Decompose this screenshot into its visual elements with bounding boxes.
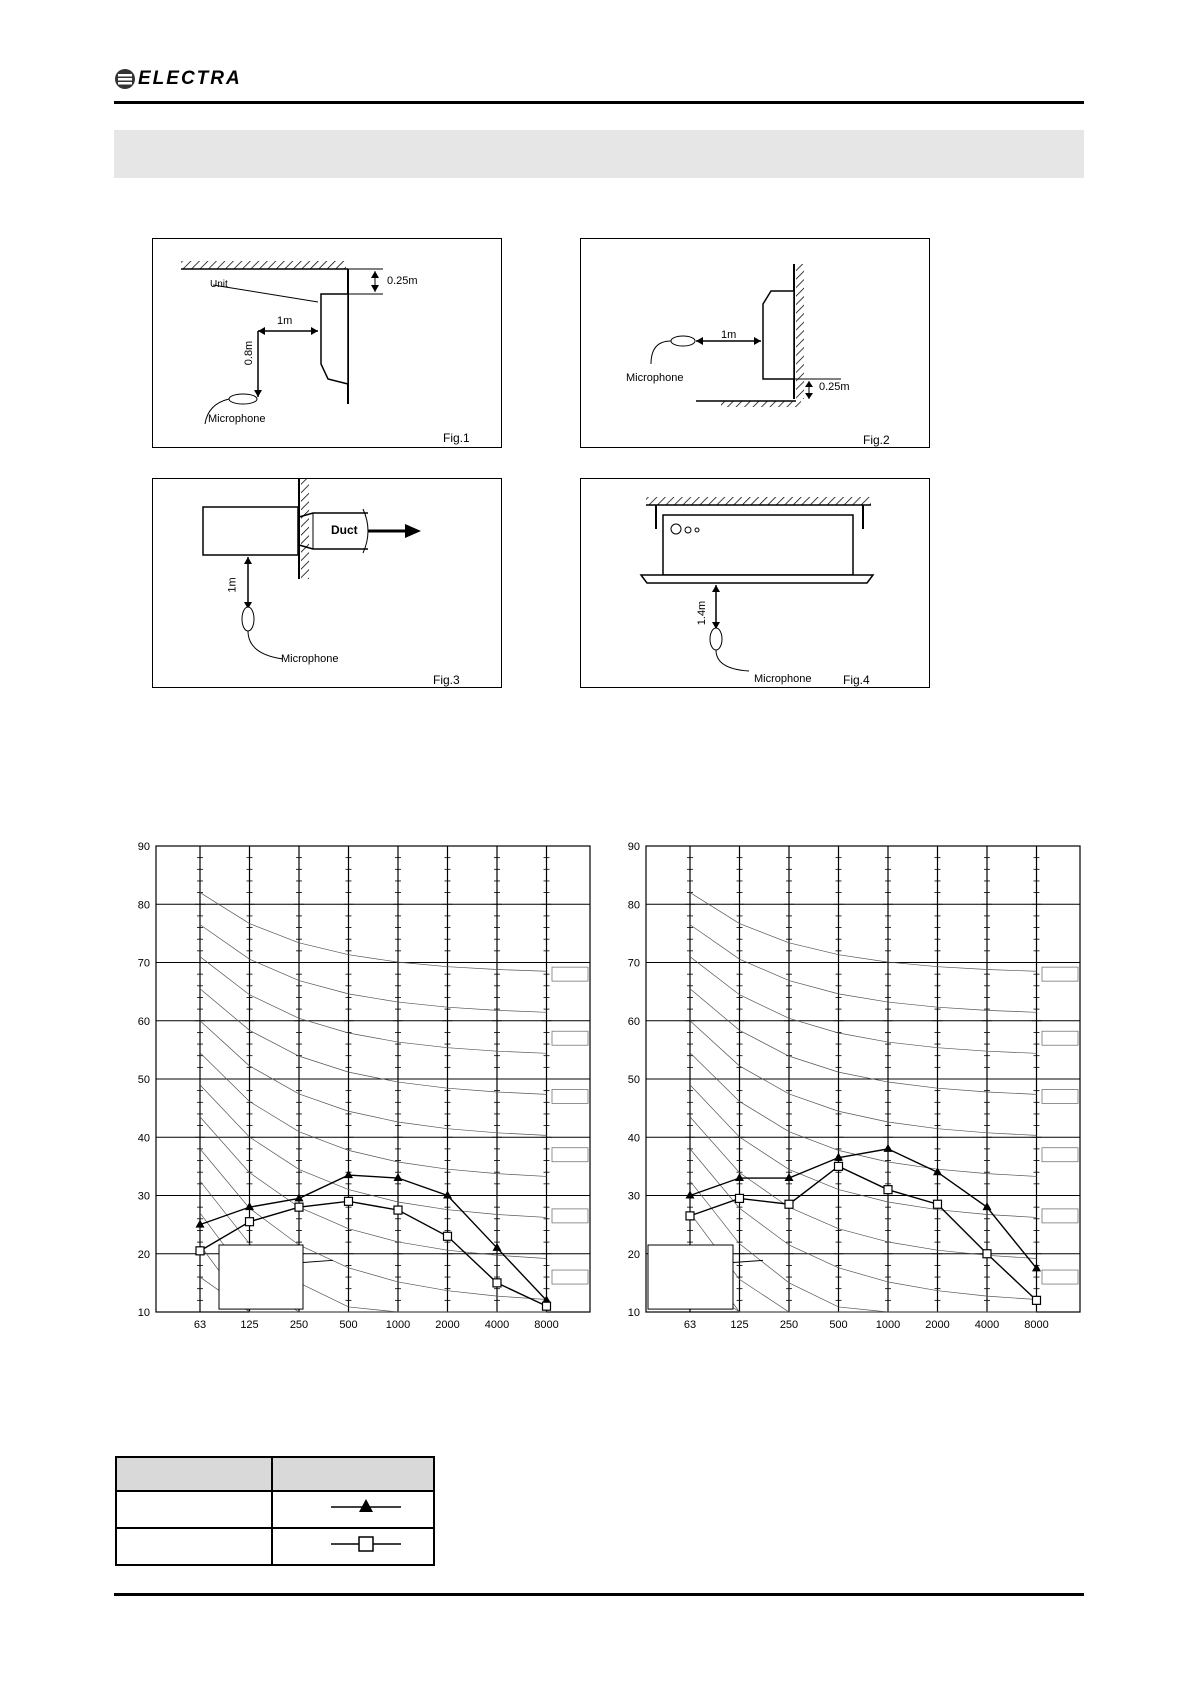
y-tick-label: 90 [137,841,150,853]
legend-marker-cell [272,1491,434,1528]
curve-label-box [1042,1270,1078,1284]
figure-2 [580,238,930,448]
legend-row [116,1491,434,1528]
curve-label-box [552,1148,588,1162]
data-point-square [686,1212,694,1220]
data-point-square [785,1200,793,1208]
y-tick-label: 40 [627,1132,640,1145]
fig2-dim-bottom: 0.25m [819,381,850,393]
triangle-marker-icon [273,1492,433,1522]
y-tick-label: 30 [627,1190,640,1203]
square-marker-icon [273,1529,433,1559]
x-tick-label: 63 [193,1319,207,1331]
legend-header-cell [116,1457,272,1491]
data-point-square [444,1232,452,1240]
annotation-box [648,1245,733,1309]
figure-1 [152,238,502,448]
fig3-mic-label: Microphone [281,653,339,665]
y-tick-label: 50 [627,1074,640,1086]
curve-label-box [552,1089,588,1103]
fig1-dim-horizontal: 1m [277,315,293,327]
data-point-square [394,1206,402,1214]
fig2-diagram [581,239,931,449]
annotation-box [219,1245,303,1309]
data-point-square [736,1194,744,1202]
curve-label-box [1042,1089,1078,1103]
x-tick-label: 250 [779,1319,799,1331]
curve-label-box [552,967,588,981]
y-tick-label: 70 [627,957,640,970]
y-tick-label: 70 [137,957,150,970]
y-tick-label: 20 [137,1248,150,1261]
legend-label-cell [116,1491,272,1528]
x-tick-label: 125 [240,1319,259,1331]
fig3-caption: Fig.3 [433,673,460,687]
data-point-square [196,1247,204,1255]
x-tick-label: 2000 [435,1319,460,1331]
fig4-caption: Fig.4 [843,673,870,687]
legend-table [115,1456,435,1566]
y-tick-label: 60 [137,1015,150,1028]
y-tick-label: 80 [627,899,640,912]
x-tick-label: 63 [683,1319,697,1331]
legend-header-cell [272,1457,434,1491]
x-tick-label: 8000 [1024,1319,1049,1331]
x-tick-label: 1000 [385,1319,411,1331]
x-tick-label: 1000 [875,1319,901,1331]
y-tick-label: 50 [137,1074,150,1086]
fig2-mic-label: Microphone [626,372,684,384]
legend-label-cell [116,1528,272,1565]
curve-label-box [1042,1031,1078,1045]
fig2-caption: Fig.2 [863,433,890,447]
fig4-mic-label: Microphone [754,673,812,685]
y-tick-label: 90 [627,841,640,853]
curve-label-box [1042,1209,1078,1223]
data-point-square [835,1162,843,1170]
fig4-diagram [581,479,931,689]
noise-chart-left [130,840,600,1335]
x-tick-label: 4000 [484,1319,510,1331]
x-tick-label: 500 [339,1319,358,1331]
fig4-dim-vertical: 1.4m [696,600,709,626]
header-rule [114,101,1084,104]
y-tick-label: 10 [137,1307,150,1319]
fig2-dim-horizontal: 1m [721,329,737,341]
fig1-mic-label: Microphone [208,413,266,425]
fig3-dim-vertical: 1m [226,577,239,593]
legend-header-row [116,1457,434,1491]
x-tick-label: 500 [829,1319,848,1331]
section-title-band [114,130,1084,178]
y-tick-label: 20 [627,1248,640,1261]
fig1-dim-top: 0.25m [387,275,418,287]
fig1-diagram [153,239,503,449]
logo-mark-icon [114,68,136,90]
curve-label-box [1042,1148,1078,1162]
fig1-caption: Fig.1 [443,431,470,445]
brand-logo [114,66,264,92]
fig3-duct-label: Duct [331,523,358,537]
data-point-square [493,1279,501,1287]
y-tick-label: 30 [137,1190,150,1203]
data-point-square [345,1197,353,1205]
data-point-square [934,1200,942,1208]
curve-label-box [552,1209,588,1223]
x-tick-label: 2000 [925,1319,950,1331]
figure-4 [580,478,930,688]
legend-marker-cell [272,1528,434,1565]
legend-row [116,1528,434,1565]
y-tick-label: 40 [137,1132,150,1145]
brand-name: ELECTRA [138,68,242,89]
data-point-square [983,1250,991,1258]
fig1-unit-label: Unit [210,279,228,290]
data-point-square [543,1302,551,1310]
x-tick-label: 250 [289,1319,309,1331]
data-point-square [1033,1296,1041,1304]
fig1-dim-vertical: 0.8m [243,340,256,366]
y-tick-label: 10 [627,1307,640,1319]
noise-chart-right [620,840,1090,1335]
data-point-square [295,1203,303,1211]
footer-rule [114,1593,1084,1596]
figure-3 [152,478,502,688]
y-tick-label: 80 [137,899,150,912]
x-tick-label: 8000 [534,1319,559,1331]
curve-label-box [1042,967,1078,981]
x-tick-label: 125 [730,1319,749,1331]
data-point-square [884,1186,892,1194]
curve-label-box [552,1270,588,1284]
curve-label-box [552,1031,588,1045]
y-tick-label: 60 [627,1015,640,1028]
data-point-square [246,1218,254,1226]
x-tick-label: 4000 [974,1319,1000,1331]
